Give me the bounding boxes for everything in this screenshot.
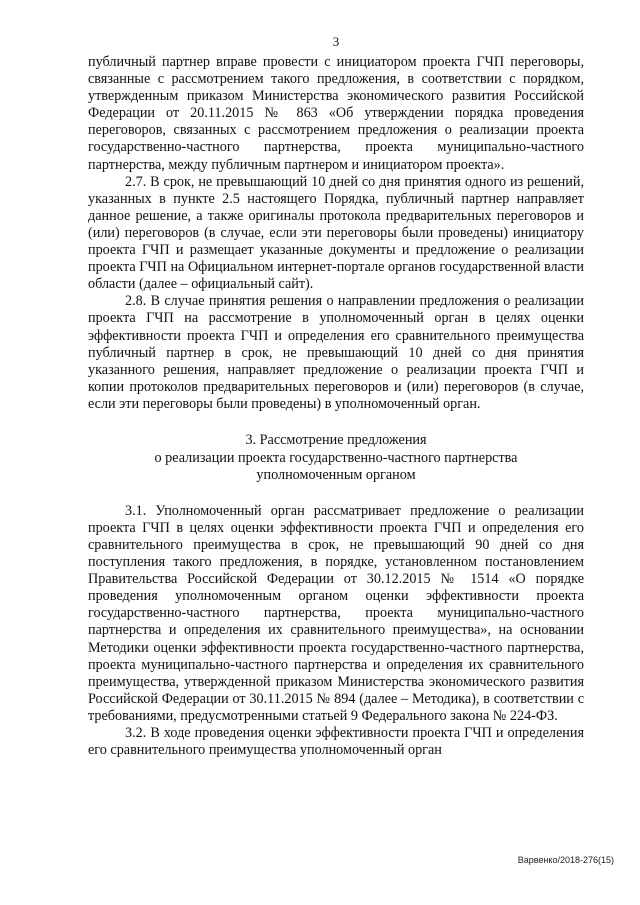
paragraph-2-8: 2.8. В случае принятия решения о направлении предложения о реализации проекта ГЧП на рассмотрение в уполномоченный орган в целях оценки эффективности проекта ГЧП и определения его сравнительного преимущества публичный партнер в срок, не превышающий 10 дней со дня принятия указанного решения, направляет предложение о реализации проекта ГЧП и копии протоколов предварительных переговоров и (или) переговоров (в случае, если эти переговоры были проведены) в уполномоченный орган. bbox=[88, 293, 584, 412]
section-heading-line-3: уполномоченным органом bbox=[256, 467, 416, 484]
paragraph-2-7: 2.7. В срок, не превышающий 10 дней со дня принятия одного из решений, указанных в пункте 2.5 настоящего Порядка, публичный партнер направляет данное решение, а также оригиналы протокола предварительных переговоров и (или) переговоров (в случае, если эти переговоры были проведены) инициатору проекта ГЧП и размещает указанные документы и предложение о реализации проекта ГЧП на Официальном интернет-портале органов государственной власти области (далее – официальный сайт). bbox=[88, 173, 584, 293]
section-heading-line-1: 3. Рассмотрение предложения bbox=[245, 431, 427, 448]
paragraph-continuation: публичный партнер вправе провести с инициатором проекта ГЧП переговоры, связанные с рассмотрением такого предложения, в соответствии с порядком, утвержденным приказом Министерства экономического развития Российской Федерации от 20.11.2015 № 863 «Об утверждении порядка проведения переговоров, связанных с рассмотрением предложения о реализации проекта государственно-частного партнерства, проекта муниципально-частного партнерства, между публичным партнером и инициатором проекта». bbox=[88, 54, 584, 173]
document-page bbox=[88, 34, 584, 759]
page-number: 3 bbox=[332, 34, 340, 49]
paragraph-3-1: 3.1. Уполномоченный орган рассматривает предложение о реализации проекта ГЧП в целях оценки эффективности проекта ГЧП и определения его сравнительного преимущества в срок, не превышающий 90 дней со дня поступления такого предложения, в порядке, установленном постановлением Правительства Российской Федерации от 30.12.2015 № 1514 «О порядке проведения уполномоченным органом оценки эффективности проекта государственно-частного партнерства, проекта муниципально-частного партнерства и определения их сравнительного преимущества», на основании Методики оценки эффективности проекта государственно-частного партнерства, проекта муниципально-частного партнерства и определения их сравнительного преимущества, утвержденной приказом Министерства экономического развития Российской Федерации от 30.11.2015 № 894 (далее – Методика), в соответствии с требованиями, предусмотренными статьей 9 Федерального закона № 224-ФЗ. bbox=[88, 502, 584, 724]
section-heading-line-2: о реализации проекта государственно-частного партнерства bbox=[154, 449, 518, 466]
paragraph-3-2: 3.2. В ходе проведения оценки эффективности проекта ГЧП и определения его сравнительного преимущества уполномоченный орган bbox=[88, 724, 584, 759]
section-heading bbox=[88, 432, 584, 485]
footer-document-code: Варвенко/2018-276(15) bbox=[517, 855, 614, 865]
